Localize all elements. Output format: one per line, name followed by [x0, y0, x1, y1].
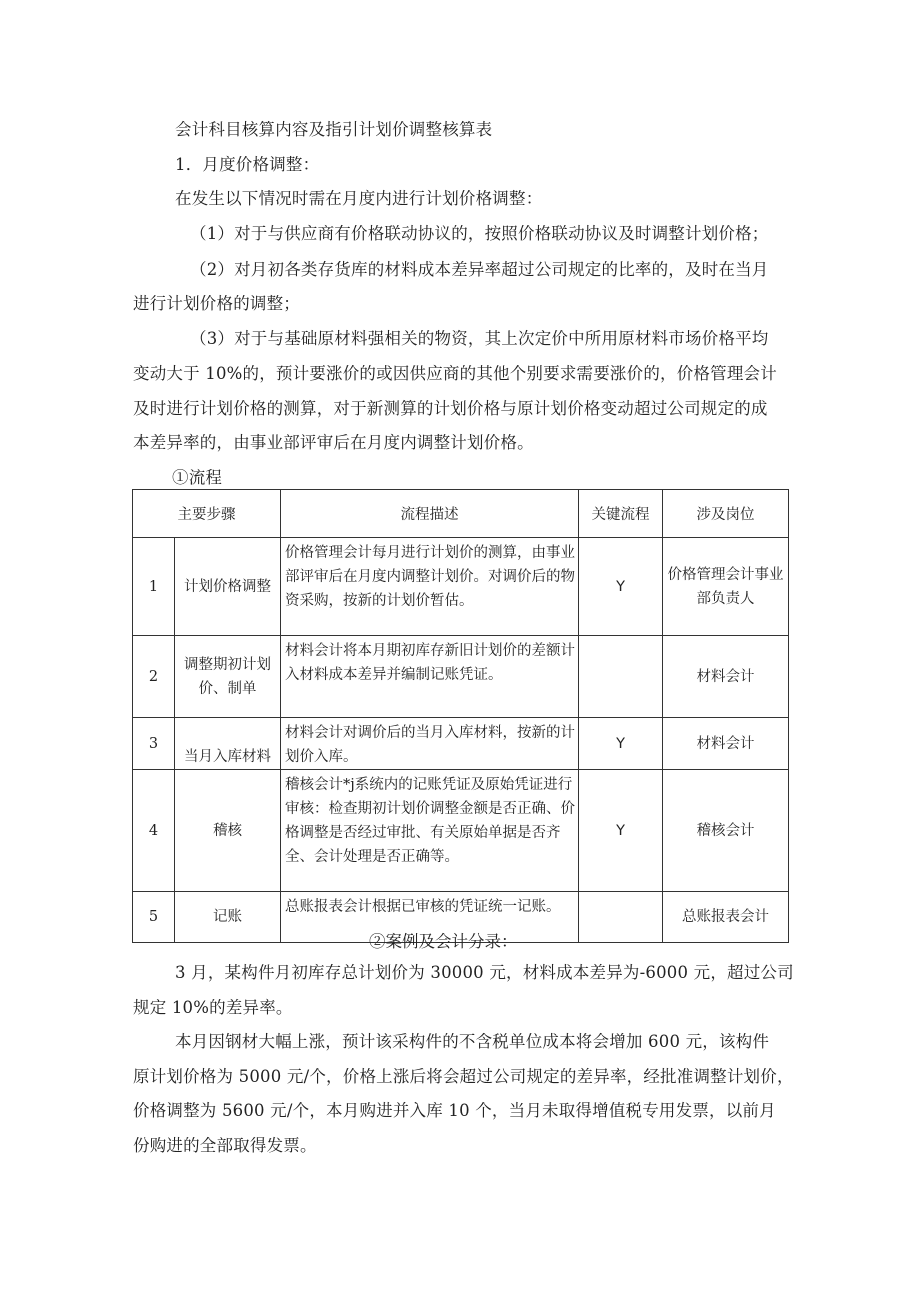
row-post: 材料会计	[663, 636, 789, 718]
header-step: 主要步骤	[133, 490, 281, 538]
row-number: 4	[133, 770, 175, 892]
row-desc: 总账报表会计根据已审核的凭证统一记账。	[281, 892, 579, 943]
row-step: 稽核	[175, 770, 281, 892]
row-key	[579, 892, 663, 943]
case-paragraph-2-line-1: 本月因钢材大幅上涨，预计该采构件的不含税单位成本将会增加 600 元，该构件	[175, 1032, 770, 1051]
row-key: Y	[579, 538, 663, 636]
condition-item-2-line-1: （2）对月初各类存货库的材料成本差异率超过公司规定的比率的，及时在当月	[190, 260, 769, 279]
process-table	[132, 489, 789, 943]
header-key: 关键流程	[579, 490, 663, 538]
table-row	[133, 636, 789, 718]
doc-title: 会计科目核算内容及指引计划价调整核算表	[175, 120, 493, 139]
condition-item-1: （1）对于与供应商有价格联动协议的，按照价格联动协议及时调整计划价格；	[190, 224, 769, 243]
condition-item-3-line-3: 及时进行计划价格的测算，对于新测算的计划价格与原计划价格变动超过公司规定的成	[133, 399, 768, 418]
section-heading-monthly: 1．月度价格调整：	[175, 155, 320, 174]
row-number: 2	[133, 636, 175, 718]
case-paragraph-1-line-1: 3 月，某构件月初库存总计划价为 30000 元，材料成本差异为-6000 元，超过公司	[175, 963, 794, 982]
case-paragraph-2-line-2: 原计划价格为 5000 元/个，价格上涨后将会超过公司规定的差异率，经批准调整计划价，	[133, 1067, 794, 1086]
row-desc: 稽核会计*j系统内的记账凭证及原始凭证进行审核：检查期初计划价调整金额是否正确、价格调整是否经过审批、有关原始单据是否齐全、会计处理是否正确等。	[281, 770, 579, 892]
intro-paragraph: 在发生以下情况时需在月度内进行计划价格调整：	[175, 189, 543, 208]
flow-heading: ①流程	[172, 468, 223, 487]
row-desc: 材料会计对调价后的当月入库材料，按新的计划价入库。	[281, 718, 579, 770]
condition-item-2-line-2: 进行计划价格的调整；	[133, 294, 300, 313]
row-post: 价格管理会计事业部负责人	[663, 538, 789, 636]
case-heading: ②案例及会计分录：	[369, 932, 518, 951]
case-paragraph-2-line-4: 份购进的全部取得发票。	[133, 1136, 317, 1155]
row-post: 材料会计	[663, 718, 789, 770]
row-post: 总账报表会计	[663, 892, 789, 943]
header-desc: 流程描述	[281, 490, 579, 538]
row-desc: 价格管理会计每月进行计划价的测算，由事业部评审后在月度内调整计划价。对调价后的物资采购，按新的计划价暂估。	[281, 538, 579, 636]
row-step: 记账	[175, 892, 281, 943]
row-step: 调整期初计划价、制单	[175, 636, 281, 718]
row-step: 计划价格调整	[175, 538, 281, 636]
condition-item-3-line-2: 变动大于 10%的，预计要涨价的或因供应商的其他个别要求需要涨价的，价格管理会计	[133, 364, 777, 383]
table-row	[133, 770, 789, 892]
table-row	[133, 718, 789, 770]
row-number: 1	[133, 538, 175, 636]
row-key: Y	[579, 718, 663, 770]
row-key	[579, 636, 663, 718]
row-step: 当月入库材料	[175, 718, 281, 770]
case-paragraph-2-line-3: 价格调整为 5600 元/个，本月购进并入库 10 个，当月未取得增值税专用发票，以前月	[133, 1101, 776, 1120]
row-number: 5	[133, 892, 175, 943]
condition-item-3-line-1: （3）对于与基础原材料强相关的物资，其上次定价中所用原材料市场价格平均	[190, 329, 769, 348]
row-key: Y	[579, 770, 663, 892]
header-post: 涉及岗位	[663, 490, 789, 538]
row-number: 3	[133, 718, 175, 770]
row-desc: 材料会计将本月期初库存新旧计划价的差额计入材料成本差异并编制记账凭证。	[281, 636, 579, 718]
case-paragraph-1-line-2: 规定 10%的差异率。	[133, 998, 293, 1017]
condition-item-3-line-4: 本差异率的，由事业部评审后在月度内调整计划价格。	[133, 433, 534, 452]
row-post: 稽核会计	[663, 770, 789, 892]
table-row	[133, 538, 789, 636]
table-header-row	[133, 490, 789, 538]
